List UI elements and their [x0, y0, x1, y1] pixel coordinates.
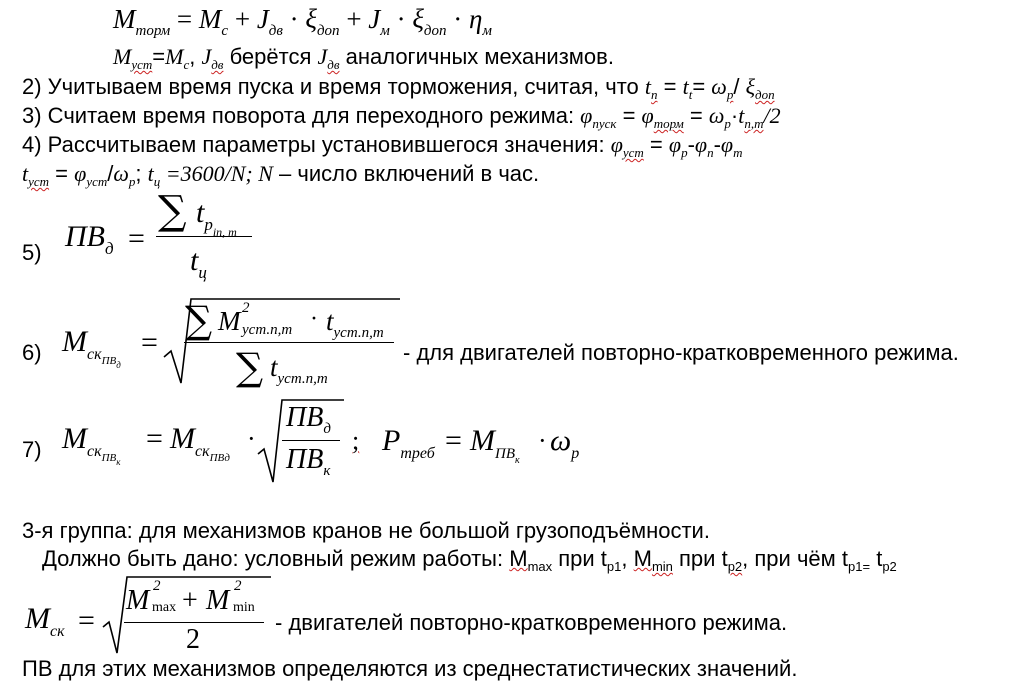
formula-m-torm: $M_{торм} = M_c + J_{дв} \cdot \xi_{доп} + J_м \cdot \xi_{доп} \cdot \eta_м$	[113, 4, 492, 39]
line-m-ust: $M_{уст}=M_c$, $J_{дв}$ берётся $J_{дв}$ аналогичных механизмов.	[113, 44, 614, 72]
group-3-title: 3-я группа: для механизмов кранов не большой грузоподъёмности.	[22, 518, 710, 543]
item-3: 3) Считаем время поворота для переходного режима: $\varphi_{пуск} = \varphi_{торм} = \omega_р\cdot t_{п,т}/2$	[22, 103, 781, 131]
group-3-given: Должно быть дано: условный режим работы: $M_{max}$ при $t_{p1}$, $M_{min}$ при $t_{p2}$, при чём $t_{p1=}$ $t_{p2}$	[42, 546, 897, 574]
item-5-label: 5)	[22, 240, 42, 265]
final-line: ПВ для этих механизмов определяются из среднестатистических значений.	[22, 656, 798, 681]
item-4: 4) Рассчитываем параметры установившегося значения: $\varphi_{уст} = \varphi_р-\varphi_п-\varphi_т$	[22, 132, 743, 160]
item-6-label: 6)	[22, 340, 42, 365]
item-7-label: 7)	[22, 437, 42, 462]
item-2: 2) Учитываем время пуска и время торможения, считая, что $t_п = t_t= \omega_р/$ $\xi_{доп}$	[22, 74, 775, 102]
item-6-tail: - для двигателей повторно-кратковременного режима.	[403, 340, 959, 365]
line-t-ust: $t_{уст} = \varphi_{уст}/\omega_р$; $t_ц =3600/N$; N – число включений в час.	[22, 161, 540, 189]
formula-m-sk-tail: - двигателей повторно-кратковременного режима.	[275, 610, 788, 635]
